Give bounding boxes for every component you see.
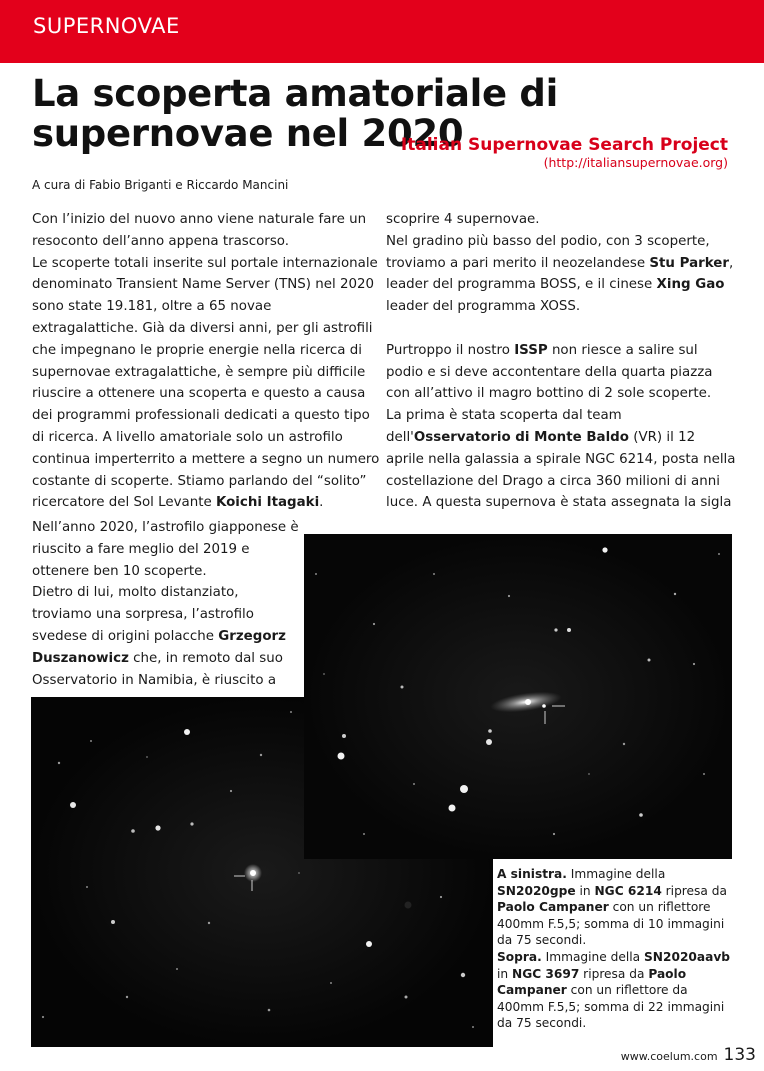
footer-site[interactable]: www.coelum.com xyxy=(620,1050,718,1063)
name-highlight: Grzegorz Duszanowicz xyxy=(32,628,286,666)
name-highlight: Osservatorio di Monte Baldo xyxy=(413,429,629,445)
name-highlight: Koichi Itagaki xyxy=(215,495,320,511)
project-credit xyxy=(401,135,728,171)
section-header-band xyxy=(0,0,764,63)
starfield-photo-ngc3697 xyxy=(304,534,732,859)
column-1 xyxy=(32,209,380,514)
caption-left: A sinistra. Immagine della SN2020gpe in NGC 6214 ripresa da Paolo Campaner con un riflettore 400mm F.5,5; somma di 10 immagini da 75 secondi. xyxy=(497,867,727,948)
project-name: Italian Supernovae Search Project xyxy=(400,135,728,155)
name-highlight: Stu Parker xyxy=(649,255,729,271)
column-1-continued xyxy=(32,517,302,691)
paragraph: Le scoperte totali inserite sul portale internazionale denominato Transient Name Server (TNS) nel 2020 sono state 19.181, oltre a 65 novae extragalattiche. Già da diversi anni, per gli astrofili che impegnano le proprie energie nella ricerca di supernovae extragalattiche, è sempre più difficile riuscire a ottenere una scoperta e questo a causa dei programmi professionali dedicati a questo tipo di ricerca. A livello amatoriale solo un astrofilo continua imperterrito a mettere a segno un numero costante di scoperte. Stiamo parlando del “solito” ricercatore del Sol Levante Koichi Itagaki. xyxy=(32,255,380,511)
caption-above: Sopra. Immagine della SN2020aavb in NGC 3697 ripresa da Paolo Campaner con un riflettore da 400mm F.5,5; somma di 22 immagini da 75 secondi. xyxy=(497,949,731,1031)
paragraph: Nel gradino più basso del podio, con 3 scoperte, troviamo a pari merito il neozelandese Stu Parker, leader del programma BOSS, e il cinese Xing Gao leader del programma XOSS. xyxy=(386,233,734,315)
starfield-image xyxy=(304,534,732,859)
paragraph: scoprire 4 supernovae. xyxy=(386,212,540,227)
project-url[interactable]: (http://italiansupernovae.org) xyxy=(543,155,728,170)
section-label: SUPERNOVAE xyxy=(33,14,180,38)
name-highlight: Xing Gao xyxy=(656,277,725,293)
column-2 xyxy=(386,209,736,514)
paragraph: Con l’inizio del nuovo anno viene naturale fare un resoconto dell’anno appena trascorso. xyxy=(32,212,367,249)
page-number: 133 xyxy=(723,1045,756,1065)
page-footer xyxy=(621,1045,756,1065)
paragraph: La prima è stata scoperta dal team dell'Osservatorio di Monte Baldo (VR) il 12 aprile nella galassia a spirale NGC 6214, posta nella costellazione del Drago a circa 360 milioni di anni luce. A questa supernova è stata assegnata la sigla xyxy=(386,408,736,511)
paragraph: Purtroppo il nostro ISSP non riesce a salire sul podio e si deve accontentare della quarta piazza con all’attivo il magro bottino di 2 sole scoperte. xyxy=(386,342,713,402)
name-highlight: ISSP xyxy=(514,342,548,358)
paragraph: Nell’anno 2020, l’astrofilo giapponese è riuscito a fare meglio del 2019 e ottenere ben 10 scoperte. xyxy=(32,520,299,579)
photo-caption xyxy=(497,866,737,1032)
paragraph: Dietro di lui, molto distanziato, troviamo una sorpresa, l’astrofilo svedese di origini polacche Grzegorz Duszanowicz che, in remoto dal suo Osservatorio in Namibia, è riuscito a xyxy=(32,585,286,688)
article-title: La scoperta amatoriale di supernovae nel 2020 xyxy=(32,72,558,155)
byline: A cura di Fabio Briganti e Riccardo Mancini xyxy=(32,178,289,192)
